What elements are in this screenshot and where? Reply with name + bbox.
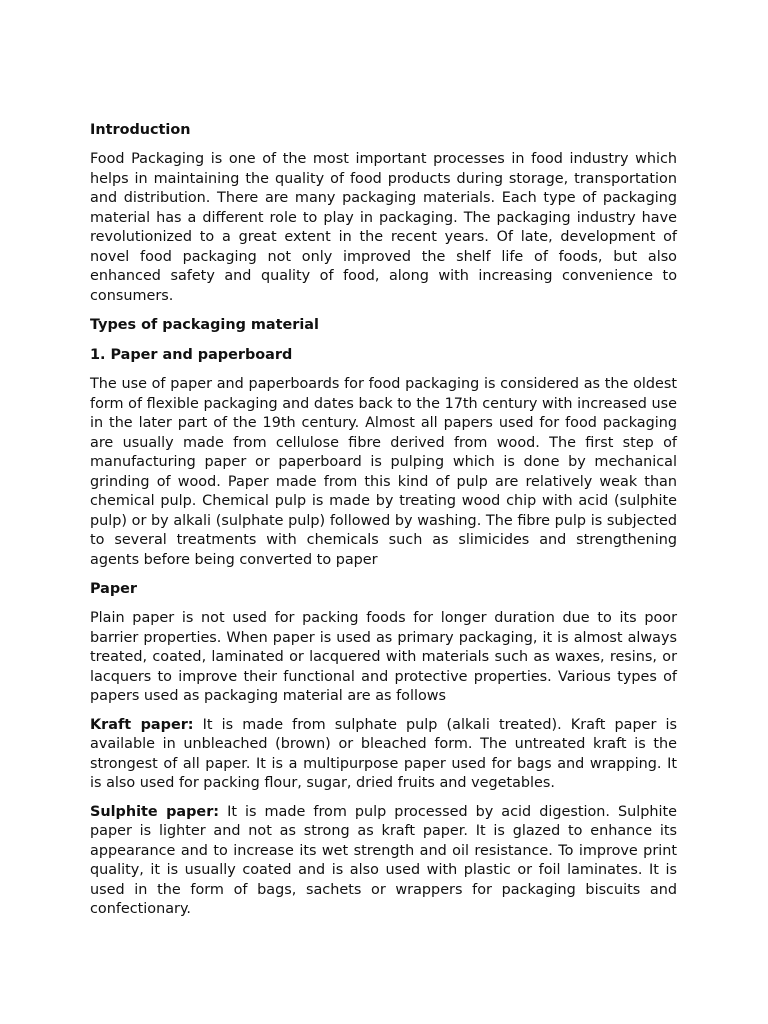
- kraft-paper-text: It is made from sulphate pulp (alkali treated). Kraft paper is available in unbleached (brown) or bleached form. The untreated kraft is the strongest of all paper. It is a multipurpose paper used for bags and wrapping. It is also used for packing flour, sugar, dried fruits and vegetables.: [90, 716, 677, 791]
- introduction-heading: Introduction: [90, 122, 191, 138]
- paper-paperboard-paragraph: The use of paper and paperboards for food packaging is considered as the oldest form of flexible packaging and dates back to the 17th century with increased use in the later part of the 19th century. Almost all papers used for food packaging are usually made from cellulose fibre derived from wood. The first step of manufacturing paper or paperboard is pulping which is done by mechanical grinding of wood. Paper made from this kind of pulp are relatively weak than chemical pulp. Chemical pulp is made by treating wood chip with acid (sulphite pulp) or by alkali (sulphate pulp) followed by washing. The fibre pulp is subjected to several treatments with chemicals such as slimicides and strengthening agents before being converted to paper: [90, 376, 677, 568]
- kraft-paper-paragraph: [90, 716, 677, 794]
- introduction-paragraph: Food Packaging is one of the most important processes in food industry which helps in maintaining the quality of food products during storage, transportation and distribution. There are many packaging materials. Each type of packaging material has a different role to play in packaging. The packaging industry have revolutionized to a great extent in the recent years. Of late, development of novel food packaging not only improved the shelf life of foods, but also enhanced safety and quality of food, along with increasing convenience to consumers.: [90, 151, 677, 304]
- sulphite-paper-paragraph: [90, 803, 677, 920]
- document-page: [90, 120, 677, 929]
- sulphite-paper-label: Sulphite paper:: [90, 803, 220, 820]
- kraft-paper-label: Kraft paper:: [90, 716, 194, 733]
- paper-heading: Paper: [90, 581, 138, 597]
- paper-paragraph: Plain paper is not used for packing foods for longer duration due to its poor barrier properties. When paper is used as primary packaging, it is almost always treated, coated, laminated or lacquered with materials such as waxes, resins, or lacquers to improve their functional and protective properties. Various types of papers used as packaging material are as follows: [90, 610, 677, 704]
- paper-paperboard-heading: 1. Paper and paperboard: [90, 347, 293, 363]
- sulphite-paper-text: It is made from pulp processed by acid digestion. Sulphite paper is lighter and not as strong as kraft paper. It is glazed to enhance its appearance and to increase its wet strength and oil resistance. To improve print quality, it is usually coated and is also used with plastic or foil laminates. It is used in the form of bags, sachets or wrappers for packaging biscuits and confectionary.: [90, 803, 677, 917]
- types-heading: Types of packaging material: [90, 317, 319, 333]
